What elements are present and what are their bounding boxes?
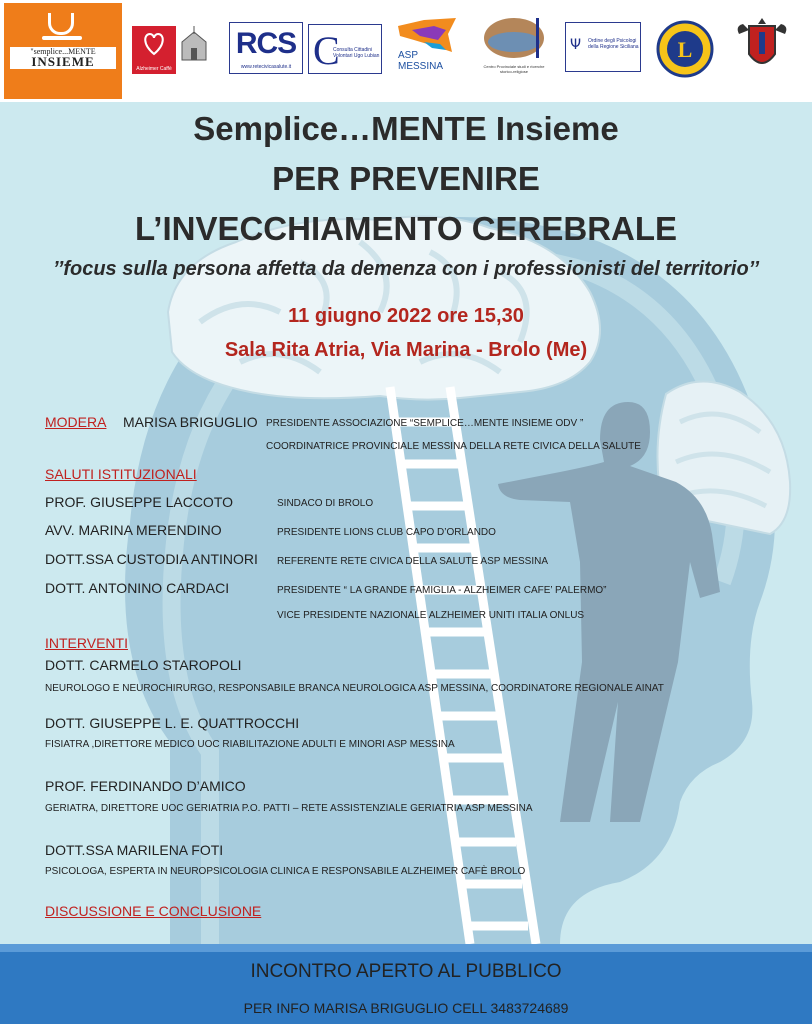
speaker-role: FISIATRA ,DIRETTORE MEDICO UOC RIABILITAZIONE ADULTI E MINORI ASP MESSINA xyxy=(45,739,455,750)
saluti-role: PRESIDENTE “ LA GRANDE FAMIGLIA - ALZHEIMER CAFE’ PALERMO” xyxy=(277,585,607,596)
rcs-logo xyxy=(229,22,303,74)
studi-storici-logo xyxy=(480,16,548,74)
consulta-letter: C xyxy=(313,28,340,73)
speaker-name: DOTT.SSA MARILENA FOTI xyxy=(45,842,224,858)
consulta-logo xyxy=(308,24,382,74)
modera-role-2: COORDINATRICE PROVINCIALE MESSINA DELLA RETE CIVICA DELLA SALUTE xyxy=(266,441,641,452)
alzheimer-cafe-text: Alzheimer Caffè xyxy=(136,66,172,72)
monastery-logo xyxy=(178,26,210,70)
alzheimer-cafe-logo xyxy=(132,26,176,74)
speaker-role: PSICOLOGA, ESPERTA IN NEUROPSICOLOGIA CLINICA E RESPONSABILE ALZHEIMER CAFÈ BROLO xyxy=(45,866,526,877)
lions-letter: L xyxy=(677,37,693,62)
logo-strip xyxy=(0,0,812,102)
city-emblem-icon xyxy=(480,16,548,62)
logo-line2: INSIEME xyxy=(31,54,95,69)
title-line2: PER PREVENIRE xyxy=(272,160,540,197)
saluti-name: DOTT.SSA CUSTODIA ANTINORI xyxy=(45,551,258,567)
modera-label: MODERA xyxy=(45,414,107,430)
saluti-role: SINDACO DI BROLO xyxy=(277,498,374,509)
speaker-name: DOTT. GIUSEPPE L. E. QUATTROCCHI xyxy=(45,715,300,731)
rcs-text: RCS xyxy=(235,27,297,60)
ordine-psicologi-logo xyxy=(565,22,641,72)
ordine-psicologi-text: Ordine degli Psicologi della Regione Siciliana xyxy=(588,38,639,50)
saluti-name: AVV. MARINA MERENDINO xyxy=(45,522,222,538)
psi-icon: Ψ xyxy=(570,37,582,53)
contact-info: PER INFO MARISA BRIGUGLIO CELL 3483724689 xyxy=(243,1000,569,1016)
modera-name: MARISA BRIGUGLIO xyxy=(123,414,258,430)
asp-text: ASP MESSINA xyxy=(398,50,444,72)
speaker-name: PROF. FERDINANDO D’AMICO xyxy=(45,778,246,794)
modera-role-1: PRESIDENTE ASSOCIAZIONE “SEMPLICE…MENTE INSIEME ODV ” xyxy=(266,418,584,429)
logo-line1: "semplice...MENTE xyxy=(30,47,96,56)
event-date: 11 giugno 2022 ore 15,30 xyxy=(288,305,524,327)
speaker-role: GERIATRA, DIRETTORE UOC GERIATRIA P.O. PATTI – RETE ASSISTENZIALE GERIATRIA ASP MESSINA xyxy=(45,803,533,814)
saluti-label: SALUTI ISTITUZIONALI xyxy=(45,466,197,482)
title-line1: Semplice…MENTE Insieme xyxy=(193,110,619,147)
interventi-label: INTERVENTI xyxy=(45,635,128,651)
title-line3: L’INVECCHIAMENTO CEREBRALE xyxy=(134,210,678,247)
saluti-role: PRESIDENTE LIONS CLUB CAPO D’ORLANDO xyxy=(277,527,496,538)
discussione-label: DISCUSSIONE E CONCLUSIONE xyxy=(45,903,262,919)
semplice-mente-insieme-logo xyxy=(4,3,122,99)
coffee-cup-icon xyxy=(48,13,74,35)
event-venue: Sala Rita Atria, Via Marina - Brolo (Me) xyxy=(224,339,588,361)
asp-messina-logo xyxy=(394,16,460,72)
consulta-text: Consulta Cittadini Volontari Ugo Lubian xyxy=(333,47,380,59)
logo-label xyxy=(10,47,116,69)
speaker-role: NEUROLOGO E NEUROCHIRURGO, RESPONSABILE BRANCA NEUROLOGICA ASP MESSINA, COORDINATORE REGIONALE AINAT xyxy=(45,683,664,694)
coat-of-arms-icon xyxy=(733,14,791,78)
studi-storici-text: Centro Provinciale studi e ricerche storico-religiose xyxy=(483,64,545,74)
rcs-url: www.retecivicasalute.it xyxy=(240,64,292,70)
brolo-coat-of-arms-logo xyxy=(733,14,791,78)
subtitle: ’’focus sulla persona affetta da demenza con i professionisti del territorio’’ xyxy=(52,258,760,280)
footer-band xyxy=(0,944,812,952)
heart-cup-icon xyxy=(140,30,168,56)
saucer-icon xyxy=(42,36,82,40)
lions-logo xyxy=(655,20,715,78)
saluti-role-2: VICE PRESIDENTE NAZIONALE ALZHEIMER UNITI ITALIA ONLUS xyxy=(277,610,585,621)
open-event-text: INCONTRO APERTO AL PUBBLICO xyxy=(250,961,562,982)
saluti-name: DOTT. ANTONINO CARDACI xyxy=(45,580,230,596)
saluti-role: REFERENTE RETE CIVICA DELLA SALUTE ASP MESSINA xyxy=(277,556,549,567)
lions-emblem-icon xyxy=(655,20,715,78)
saluti-name: PROF. GIUSEPPE LACCOTO xyxy=(45,494,234,510)
speaker-name: DOTT. CARMELO STAROPOLI xyxy=(45,657,242,673)
church-icon xyxy=(178,26,210,62)
